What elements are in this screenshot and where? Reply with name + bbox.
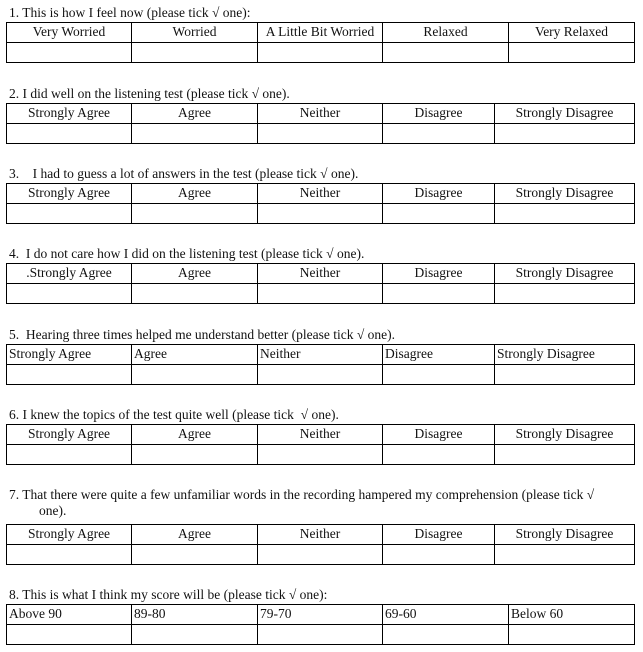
tick-cell[interactable] <box>383 365 495 385</box>
tick-cell[interactable] <box>383 43 509 63</box>
tick-row <box>7 284 635 304</box>
option-label: Agree <box>132 104 258 124</box>
option-label: Strongly Disagree <box>495 184 635 204</box>
tick-cell[interactable] <box>258 284 383 304</box>
option-label: Neither <box>258 184 383 204</box>
tick-row <box>7 545 635 565</box>
option-labels-row <box>7 525 635 545</box>
tick-cell[interactable] <box>7 445 132 465</box>
tick-cell[interactable] <box>383 445 495 465</box>
tick-cell[interactable] <box>383 284 495 304</box>
tick-cell[interactable] <box>132 625 258 645</box>
option-label: Strongly Disagree <box>495 345 635 365</box>
option-labels-row <box>7 104 635 124</box>
option-label: Strongly Agree <box>7 104 132 124</box>
option-labels-row <box>7 345 635 365</box>
tick-cell[interactable] <box>132 124 258 144</box>
question-4-table <box>6 263 635 304</box>
question-3-table <box>6 183 635 224</box>
tick-row <box>7 204 635 224</box>
option-label: Strongly Agree <box>7 184 132 204</box>
option-label: Very Relaxed <box>509 23 635 43</box>
tick-cell[interactable] <box>383 204 495 224</box>
tick-cell[interactable] <box>495 284 635 304</box>
tick-cell[interactable] <box>495 204 635 224</box>
tick-cell[interactable] <box>132 445 258 465</box>
tick-cell[interactable] <box>495 545 635 565</box>
option-label: Below 60 <box>509 605 635 625</box>
option-label: Strongly Disagree <box>495 525 635 545</box>
option-label: Above 90 <box>7 605 132 625</box>
option-label: Worried <box>132 23 258 43</box>
option-label: .Strongly Agree <box>7 264 132 284</box>
tick-row <box>7 445 635 465</box>
tick-cell[interactable] <box>495 365 635 385</box>
tick-cell[interactable] <box>258 445 383 465</box>
option-labels-row <box>7 425 635 445</box>
option-label: 69-60 <box>383 605 509 625</box>
option-label: Disagree <box>383 104 495 124</box>
tick-cell[interactable] <box>509 43 635 63</box>
question-1-prompt: 1. This is how I feel now (please tick √ one): <box>9 5 251 20</box>
tick-cell[interactable] <box>383 124 495 144</box>
option-label: Strongly Disagree <box>495 425 635 445</box>
tick-cell[interactable] <box>258 365 383 385</box>
tick-cell[interactable] <box>495 124 635 144</box>
tick-row <box>7 625 635 645</box>
question-7-prompt-line2: one). <box>39 503 67 518</box>
option-label: Very Worried <box>7 23 132 43</box>
tick-cell[interactable] <box>132 545 258 565</box>
option-label: 89-80 <box>132 605 258 625</box>
tick-cell[interactable] <box>7 625 132 645</box>
option-label: Disagree <box>383 184 495 204</box>
option-label: Disagree <box>383 264 495 284</box>
option-label: A Little Bit Worried <box>258 23 383 43</box>
tick-cell[interactable] <box>258 43 383 63</box>
question-5-table <box>6 344 635 385</box>
option-label: Disagree <box>383 425 495 445</box>
tick-cell[interactable] <box>7 545 132 565</box>
option-label: Neither <box>258 104 383 124</box>
tick-cell[interactable] <box>258 204 383 224</box>
option-label: 79-70 <box>258 605 383 625</box>
option-labels-row <box>7 23 635 43</box>
option-labels-row <box>7 264 635 284</box>
option-label: Neither <box>258 525 383 545</box>
option-label: Neither <box>258 345 383 365</box>
option-label: Agree <box>132 345 258 365</box>
tick-cell[interactable] <box>258 545 383 565</box>
tick-cell[interactable] <box>7 284 132 304</box>
option-label: Agree <box>132 264 258 284</box>
option-label: Agree <box>132 184 258 204</box>
tick-cell[interactable] <box>132 204 258 224</box>
tick-cell[interactable] <box>258 124 383 144</box>
tick-cell[interactable] <box>132 284 258 304</box>
question-3-prompt: 3. I had to guess a lot of answers in the test (please tick √ one). <box>9 166 359 181</box>
question-8-table <box>6 604 635 645</box>
tick-cell[interactable] <box>7 124 132 144</box>
tick-cell[interactable] <box>509 625 635 645</box>
question-7-prompt <box>9 487 634 519</box>
question-8-prompt: 8. This is what I think my score will be (please tick √ one): <box>9 587 328 602</box>
tick-cell[interactable] <box>132 43 258 63</box>
tick-cell[interactable] <box>383 545 495 565</box>
question-7-prompt-line1: 7. That there were quite a few unfamiliar words in the recording hampered my comprehension (please tick √ <box>9 487 595 502</box>
option-label: Disagree <box>383 345 495 365</box>
question-5-prompt: 5. Hearing three times helped me understand better (please tick √ one). <box>9 327 396 342</box>
tick-cell[interactable] <box>7 365 132 385</box>
tick-row <box>7 124 635 144</box>
tick-cell[interactable] <box>258 625 383 645</box>
option-labels-row <box>7 605 635 625</box>
tick-cell[interactable] <box>7 43 132 63</box>
option-label: Relaxed <box>383 23 509 43</box>
tick-cell[interactable] <box>495 445 635 465</box>
option-label: Neither <box>258 425 383 445</box>
option-label: Disagree <box>383 525 495 545</box>
option-label: Strongly Disagree <box>495 264 635 284</box>
tick-cell[interactable] <box>7 204 132 224</box>
question-7-table <box>6 524 635 565</box>
tick-row <box>7 365 635 385</box>
option-label: Agree <box>132 525 258 545</box>
option-label: Strongly Agree <box>7 425 132 445</box>
tick-cell[interactable] <box>383 625 509 645</box>
option-label: Strongly Disagree <box>495 104 635 124</box>
option-label: Neither <box>258 264 383 284</box>
question-6-table <box>6 424 635 465</box>
tick-cell[interactable] <box>132 365 258 385</box>
option-label: Strongly Agree <box>7 345 132 365</box>
question-1-table <box>6 22 635 63</box>
question-2-prompt: 2. I did well on the listening test (please tick √ one). <box>9 86 290 101</box>
option-label: Agree <box>132 425 258 445</box>
question-2-table <box>6 103 635 144</box>
question-4-prompt: 4. I do not care how I did on the listening test (please tick √ one). <box>9 246 365 261</box>
question-6-prompt: 6. I knew the topics of the test quite well (please tick √ one). <box>9 407 339 422</box>
tick-row <box>7 43 635 63</box>
option-label: Strongly Agree <box>7 525 132 545</box>
option-labels-row <box>7 184 635 204</box>
